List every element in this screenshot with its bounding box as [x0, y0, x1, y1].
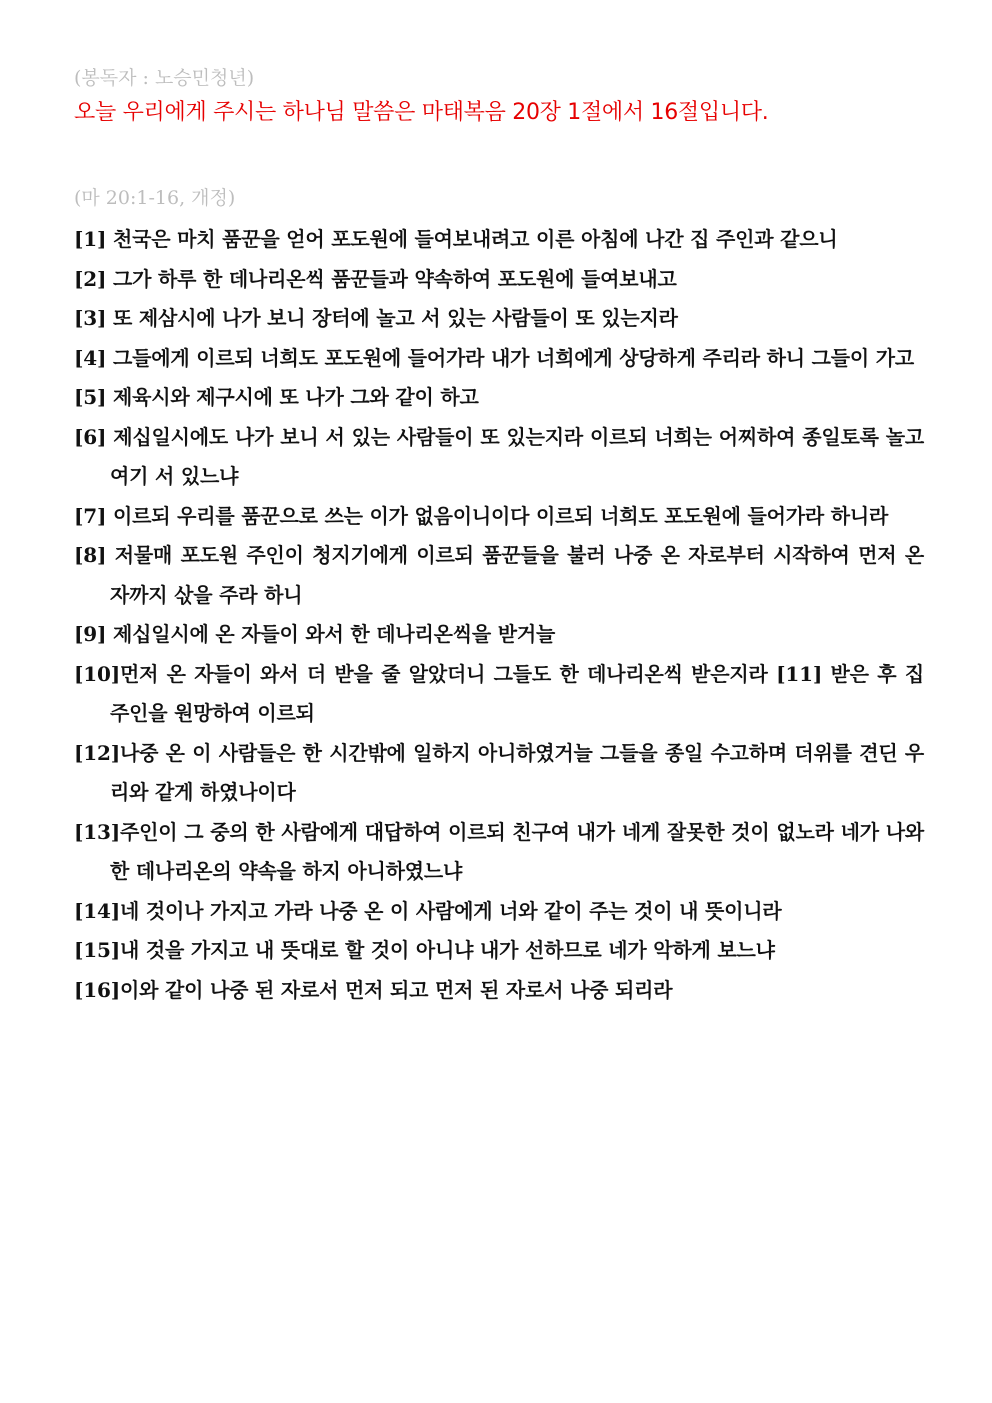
verse-item: [74, 497, 924, 537]
verse-item: [74, 378, 924, 418]
verse-text: 그가 하루 한 데나리온씩 품꾼들과 약속하여 포도원에 들여보내고: [113, 266, 677, 291]
verse-number: [12]: [74, 740, 120, 765]
verse-text: 나중 온 이 사람들은 한 시간밖에 일하지 아니하였거늘 그들을 종일 수고하며 더위를 견딘 우리와 같게 하였나이다: [110, 740, 924, 804]
verse-number: [6]: [74, 424, 114, 449]
verse-text: 제십일시에도 나가 보니 서 있는 사람들이 또 있는지라 이르되 너희는 어찌하여 종일토록 놀고 여기 서 있느냐: [110, 424, 924, 488]
verse-text: 천국은 마치 품꾼을 얻어 포도원에 들여보내려고 이른 아침에 나간 집 주인과 같으니: [113, 227, 838, 251]
verse-number: [8]: [74, 543, 115, 567]
verse-text: 또 제삼시에 나가 보니 장터에 놀고 서 있는 사람들이 또 있는지라: [113, 306, 678, 330]
verse-item: [74, 220, 924, 260]
verse-item: [74, 734, 924, 813]
verse-item: [74, 536, 924, 615]
verse-number: [13]: [74, 819, 120, 844]
verse-text: 내 것을 가지고 내 뜻대로 할 것이 아니냐 내가 선하므로 네가 악하게 보느냐: [119, 938, 775, 962]
verse-text: 먼저 온 자들이 와서 더 받을 줄 알았더니 그들도 한 데나리온씩 받은지라 [11] 받은 후 집 주인을 원망하여 이르되: [110, 661, 924, 725]
verse-number: [10]: [74, 661, 120, 686]
verse-text: 이르되 우리를 품꾼으로 쓰는 이가 없음이니이다 이르되 너희도 포도원에 들어가라 하니라: [113, 503, 889, 528]
verse-item: [74, 260, 924, 300]
verse-number: [4]: [74, 345, 114, 370]
verse-number: [2]: [74, 266, 114, 291]
verse-number: [5]: [74, 385, 114, 409]
scripture-intro: 오늘 우리에게 주시는 하나님 말씀은 마태복음 20장 1절에서 16절입니다.: [74, 100, 769, 125]
verse-list: [74, 220, 924, 1010]
verse-text: 제육시와 제구시에 또 나가 그와 같이 하고: [113, 385, 479, 409]
verse-number: [7]: [74, 503, 114, 528]
verse-number: [16]: [74, 977, 120, 1002]
verse-item: [74, 418, 924, 497]
verse-item: [74, 813, 924, 892]
verse-number: [14]: [74, 898, 120, 923]
verse-text: 저물매 포도원 주인이 청지기에게 이르되 품꾼들을 불러 나중 온 자로부터 시작하여 먼저 온 자까지 삯을 주라 하니: [110, 543, 924, 607]
verse-text: 이와 같이 나중 된 자로서 먼저 되고 먼저 된 자로서 나중 되리라: [119, 977, 673, 1002]
verse-number: [9]: [74, 622, 114, 646]
verse-number: [1]: [74, 227, 114, 251]
verse-text: 제십일시에 온 자들이 와서 한 데나리온씩을 받거늘: [113, 622, 556, 646]
verse-item: [74, 655, 924, 734]
document-page: [74, 64, 924, 1010]
verse-number: [15]: [74, 938, 120, 962]
reader-note: (봉독자 : 노승민청년): [74, 67, 255, 89]
scripture-reference: (마 20:1-16, 개정): [74, 187, 236, 209]
verse-text: 네 것이나 가지고 가라 나중 온 이 사람에게 너와 같이 주는 것이 내 뜻이니라: [119, 898, 782, 923]
verse-item: [74, 615, 924, 655]
verse-text: 주인이 그 중의 한 사람에게 대답하여 이르되 친구여 내가 네게 잘못한 것이 없노라 네가 나와 한 데나리온의 약속을 하지 아니하였느냐: [110, 819, 924, 883]
verse-number: [3]: [74, 306, 114, 330]
verse-item: [74, 299, 924, 339]
verse-text: 그들에게 이르되 너희도 포도원에 들어가라 내가 너희에게 상당하게 주리라 하니 그들이 가고: [113, 345, 914, 370]
verse-item: [74, 892, 924, 932]
verse-item: [74, 339, 924, 379]
verse-item: [74, 931, 924, 971]
verse-item: [74, 971, 924, 1011]
